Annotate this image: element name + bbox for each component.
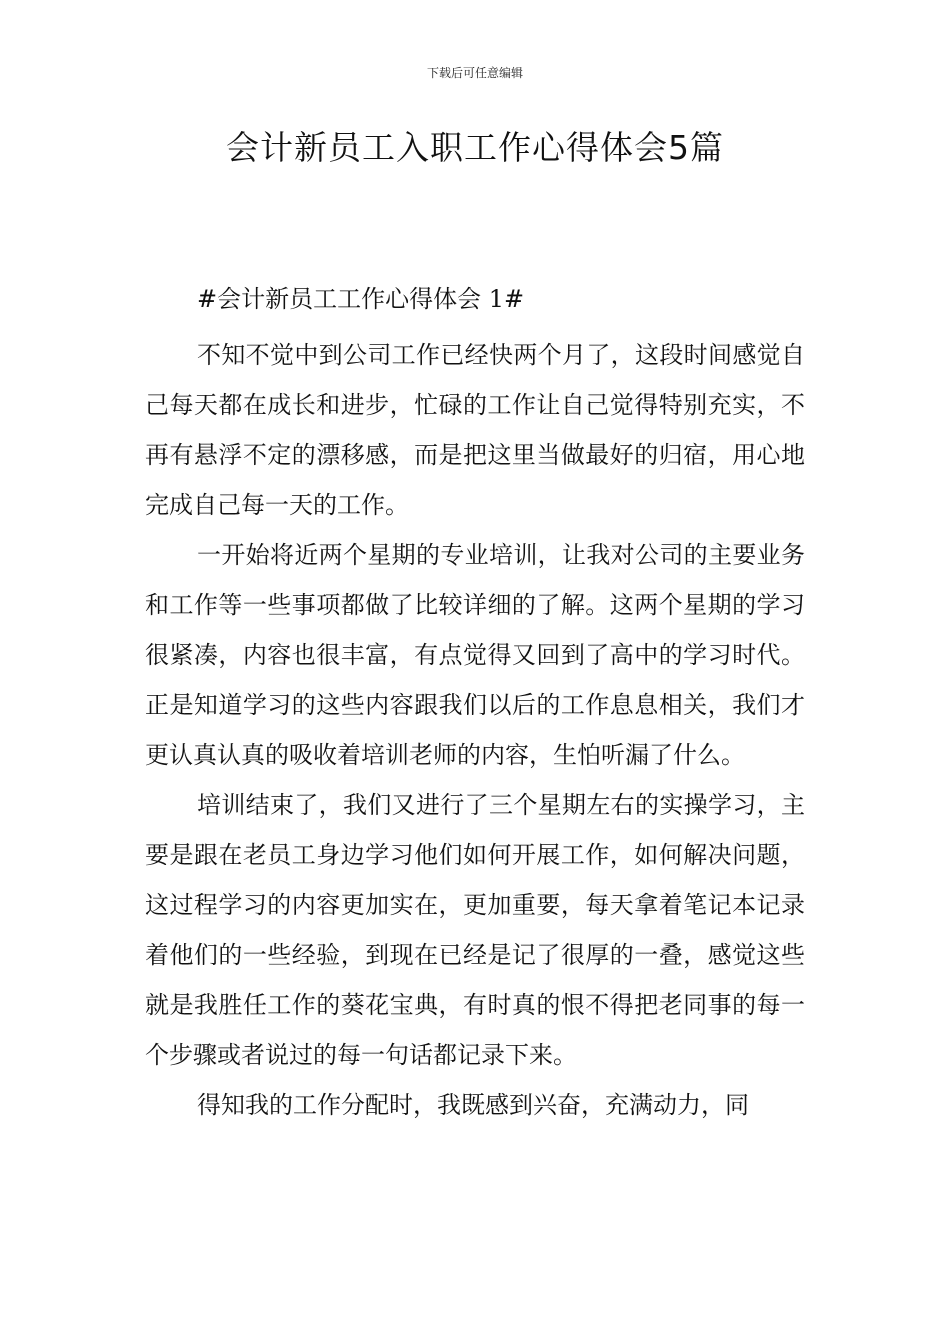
document-title: 会计新员工入职工作心得体会5篇 — [226, 128, 724, 167]
document-body — [145, 280, 805, 1130]
paragraph-3: 培训结束了，我们又进行了三个星期左右的实操学习，主要是跟在老员工身边学习他们如何开展工作，如何解决问题，这过程学习的内容更加实在，更加重要，每天拿着笔记本记录着他们的一些经验，到现在已经是记了很厚的一叠，感觉这些就是我胜任工作的葵花宝典，有时真的恨不得把老同事的每一个步骤或者说过的每一句话都记录下来。 — [145, 791, 805, 1069]
paragraph-1: 不知不觉中到公司工作已经快两个月了，这段时间感觉自己每天都在成长和进步，忙碌的工作让自己觉得特别充实，不再有悬浮不定的漂移感，而是把这里当做最好的归宿，用心地完成自己每一天的工作。 — [145, 341, 805, 519]
section-heading: #会计新员工工作心得体会 1# — [197, 285, 525, 313]
header-note: 下载后可任意编辑 — [426, 66, 523, 80]
paragraph-2: 一开始将近两个星期的专业培训，让我对公司的主要业务和工作等一些事项都做了比较详细的了解。这两个星期的学习很紧凑，内容也很丰富，有点觉得又回到了高中的学习时代。正是知道学习的这些内容跟我们以后的工作息息相关，我们才更认真认真的吸收着培训老师的内容，生怕听漏了什么。 — [145, 541, 805, 769]
paragraph-4: 得知我的工作分配时，我既感到兴奋，充满动力，同 — [197, 1091, 749, 1119]
